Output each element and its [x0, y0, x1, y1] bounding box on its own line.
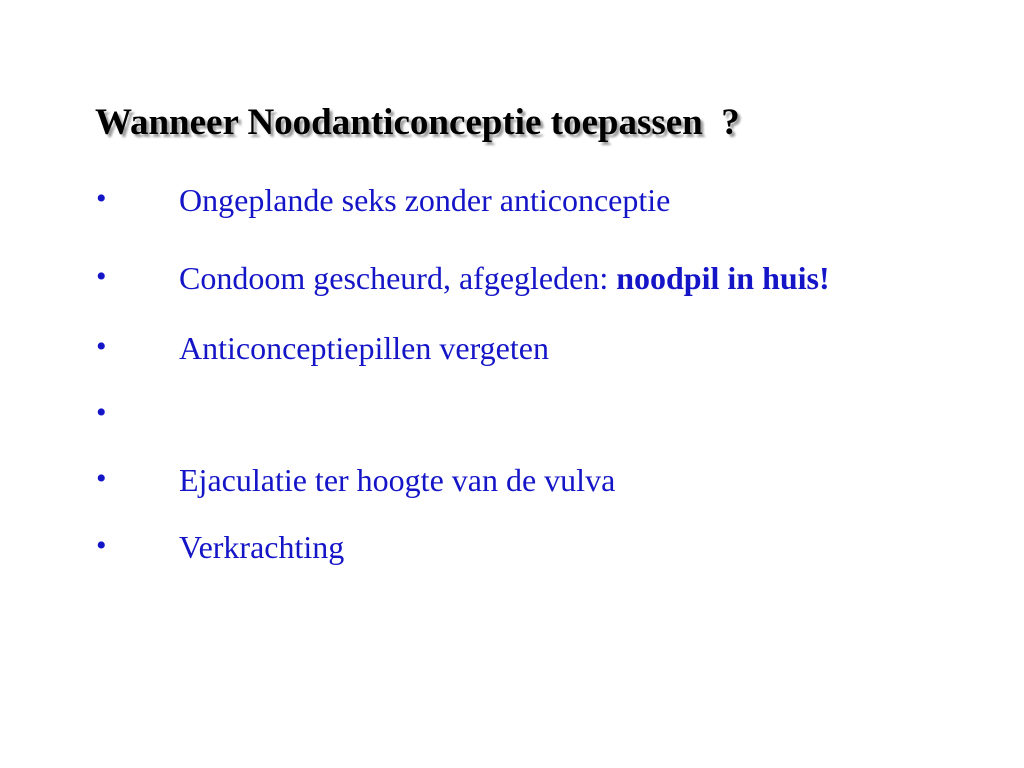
bullet-text-plain: Condoom gescheurd, afgegleden: [179, 260, 617, 296]
bullet-item [0, 531, 1000, 571]
slide-title: Wanneer Noodanticonceptie toepassen ? [95, 102, 740, 143]
bullet-item [0, 262, 1000, 302]
bullet-marker: • [96, 260, 107, 293]
bullet-text-plain: Ejaculatie ter hoogte van de vulva [179, 462, 616, 498]
bullet-text-plain: Ongeplande seks zonder anticonceptie [179, 182, 671, 218]
bullet-text [179, 464, 615, 496]
bullet-text [179, 184, 670, 216]
bullet-marker: • [96, 330, 107, 363]
bullet-text-emphasis: noodpil in huis! [616, 260, 830, 296]
bullet-item [0, 184, 1000, 224]
bullet-item [0, 398, 1000, 438]
bullet-marker: • [96, 462, 107, 495]
bullet-text-plain: Anticonceptiepillen vergeten [179, 330, 549, 366]
bullet-marker: • [96, 182, 107, 215]
bullet-text [179, 262, 830, 294]
bullet-text [179, 332, 549, 364]
bullet-item [0, 332, 1000, 372]
bullet-marker: • [96, 529, 107, 562]
bullet-text [179, 531, 344, 563]
bullet-text-plain: Verkrachting [179, 529, 345, 565]
bullet-item [0, 464, 1000, 504]
bullet-marker: • [96, 396, 107, 429]
